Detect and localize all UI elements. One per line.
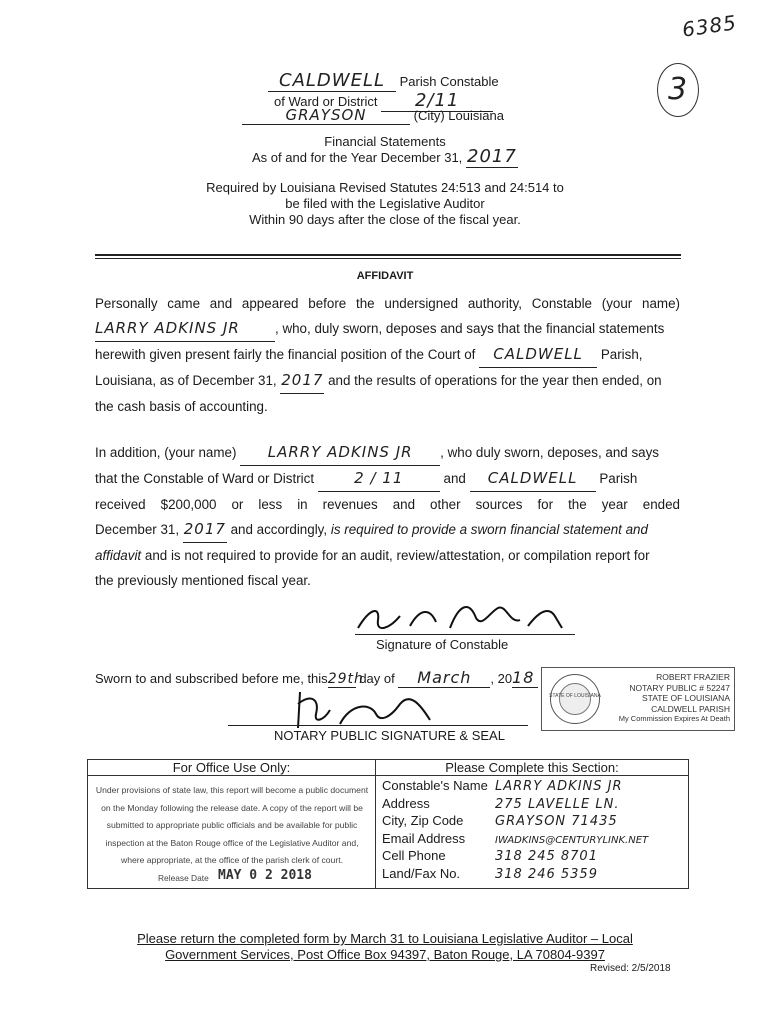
p2-text-i: is required to provide a sworn financial statement and [330,522,648,537]
contact-label: Email Address [382,830,466,846]
title-year-label: As of and for the Year December 31, [252,150,463,165]
complete-section-heading: Please Complete this Section: [445,760,619,775]
office-box [87,759,689,889]
land-fax-value[interactable]: 318 246 5359 [495,866,598,882]
sworn-text-c: , 20 [490,671,513,686]
stamp-line-4: CALDWELL PARISH [651,703,730,714]
contact-row [382,847,684,865]
notary-label: NOTARY PUBLIC SIGNATURE & SEAL [274,728,505,743]
p2-text-e: Parish [599,471,638,486]
title-line-1: Financial Statements [324,134,446,149]
title-line-2 [252,146,572,168]
affidavit-heading: AFFIDAVIT [356,270,414,282]
p2-text-d: and [443,471,466,486]
parish-label: Parish Constable [399,74,499,89]
p1-text-g: the cash basis of accounting. [95,399,268,414]
p1-line-2 [95,316,680,342]
month-field[interactable]: March [398,668,490,688]
day-field[interactable]: 29th [327,671,364,687]
affidavit-paragraph-1 [95,291,680,419]
sworn-text-b: day of [359,671,395,686]
requirement-line-3: Within 90 days after the close of the fiscal year. [249,212,521,227]
sworn-text-a: Sworn to and subscribed before me, this [95,671,328,686]
contact-row [382,812,684,830]
contact-row [382,830,684,848]
contact-fields [382,777,684,882]
address-value[interactable]: 275 LAVELLE LN. [495,796,620,812]
p2-text-f: received $200,000 or less in revenues and other sources for the year ended [95,497,680,512]
affidavit-paragraph-2 [95,440,680,593]
revised-date: Revised: 2/5/2018 [590,963,671,974]
court-field[interactable]: CALDWELL [479,342,597,368]
p1-text-c: herewith given present fairly the financial position of the Court of [95,347,476,362]
seal-center-icon [559,683,591,715]
contact-row [382,795,684,813]
contact-label: Constable's Name [382,778,488,793]
p2-text-j: affidavit [95,548,142,563]
stamp-line-3: STATE OF LOUISIANA [641,693,730,703]
contact-row [382,777,684,795]
circled-number: 3 [667,72,689,107]
release-date-label: Release Date [158,873,209,883]
seal-text: STATE OF LOUISIANA [549,693,601,699]
stamp-line-2: NOTARY PUBLIC # 52247 [629,682,730,693]
contact-label: Cell Phone [382,848,446,863]
p2-line-1 [95,440,680,466]
contact-label: City, Zip Code [382,813,464,828]
footer-line-1: Please return the completed form by March 31 to Louisiana Legislative Auditor – Local [137,931,633,946]
p1-text-e: Louisiana, as of December 31, [95,373,277,388]
constable-name-2-field[interactable]: LARRY ADKINS JR [240,440,440,466]
parish-field-2[interactable]: CALDWELL [470,466,596,492]
p2-line-2 [95,466,680,492]
stamp-line-5: My Commission Expires At Death [618,714,730,723]
office-use-heading: For Office Use Only: [172,760,291,775]
p2-text-a: In addition, (your name) [95,445,237,460]
p2-line-5 [95,543,680,568]
parish-line [268,70,528,92]
p2-text-l: the previously mentioned fiscal year. [95,573,311,588]
constable-name-field[interactable]: LARRY ADKINS JR [95,316,275,342]
city-zip-value[interactable]: GRAYSON 71435 [495,814,618,829]
notary-stamp-text [600,672,730,725]
notary-seal [550,674,600,724]
p2-text-c: that the Constable of Ward or District [95,471,315,486]
p2-line-4 [95,517,680,543]
p1-text-f: and the results of operations for the year then ended, on [328,373,662,388]
p2-text-b: , who duly sworn, deposes, and says [440,445,659,460]
notary-signature-line [228,725,528,726]
ward-label: of Ward or District [274,94,378,109]
constable-name-value[interactable]: LARRY ADKINS JR [495,779,623,794]
p2-text-g: December 31, [95,522,180,537]
office-box-header-rule [88,775,688,776]
signature-label: Signature of Constable [376,637,509,652]
office-use-text: Under provisions of state law, this report will become a public document on the Monday following the release date. A copy of the report will be submitted to appropriate public officials and be available for public inspection at the Baton Rouge office of the Legislative Auditor and, where appropriate, at the office of the parish clerk of court. [95,785,369,866]
p1-line-4 [95,368,680,394]
sworn-year-field[interactable]: 18 [512,668,538,688]
p2-line-6 [95,568,680,593]
city-line [242,106,542,125]
ward-field[interactable]: 2/11 [381,90,493,112]
divider-bottom [95,258,681,259]
p2-year-field[interactable]: 2017 [183,517,227,543]
circled-mark [657,63,699,117]
p1-line-1 [95,291,680,316]
constable-signature-line [355,634,575,635]
contact-label: Land/Fax No. [382,865,461,881]
p1-text-b: , who, duly sworn, deposes and says that the financial statements [275,321,665,336]
stamp-line-1: ROBERT FRAZIER [656,672,730,682]
parish-field[interactable]: CALDWELL [268,70,396,92]
p1-text-a: Personally came and appeared before the undersigned authority, Constable (your name) [95,296,680,311]
p1-line-3 [95,342,680,368]
city-field[interactable]: GRAYSON [242,106,410,125]
contact-label: Address [382,795,430,811]
contact-row [382,865,684,883]
p1-text-d: Parish, [600,347,643,362]
office-box-divider [375,760,376,888]
requirement-line-1: Required by Louisiana Revised Statutes 24:513 and 24:514 to [206,180,564,195]
email-value[interactable]: IWADKINS@CENTURYLINK.NET [495,834,649,846]
file-number: 6385 [680,10,739,42]
city-label: (City) Louisiana [413,108,504,123]
notary-stamp [541,667,735,731]
cell-phone-value[interactable]: 318 245 8701 [495,849,598,864]
notary-signature [280,684,470,734]
year-field[interactable]: 2017 [467,146,517,167]
p2-text-h: and accordingly, [230,522,328,537]
district-field[interactable]: 2 / 11 [318,466,440,492]
p2-text-k: and is not required to provide for an audit, review/attestation, or compilation report for [144,548,650,563]
release-date-stamp: MAY 0 2 2018 [218,868,312,883]
requirement-line-2: be filed with the Legislative Auditor [285,196,485,211]
p1-line-5 [95,394,680,419]
p2-line-3 [95,492,680,517]
p1-year-field[interactable]: 2017 [280,368,324,394]
divider-top [95,254,681,256]
footer-line-2: Government Services, Post Office Box 94397, Baton Rouge, LA 70804-9397 [165,947,605,962]
